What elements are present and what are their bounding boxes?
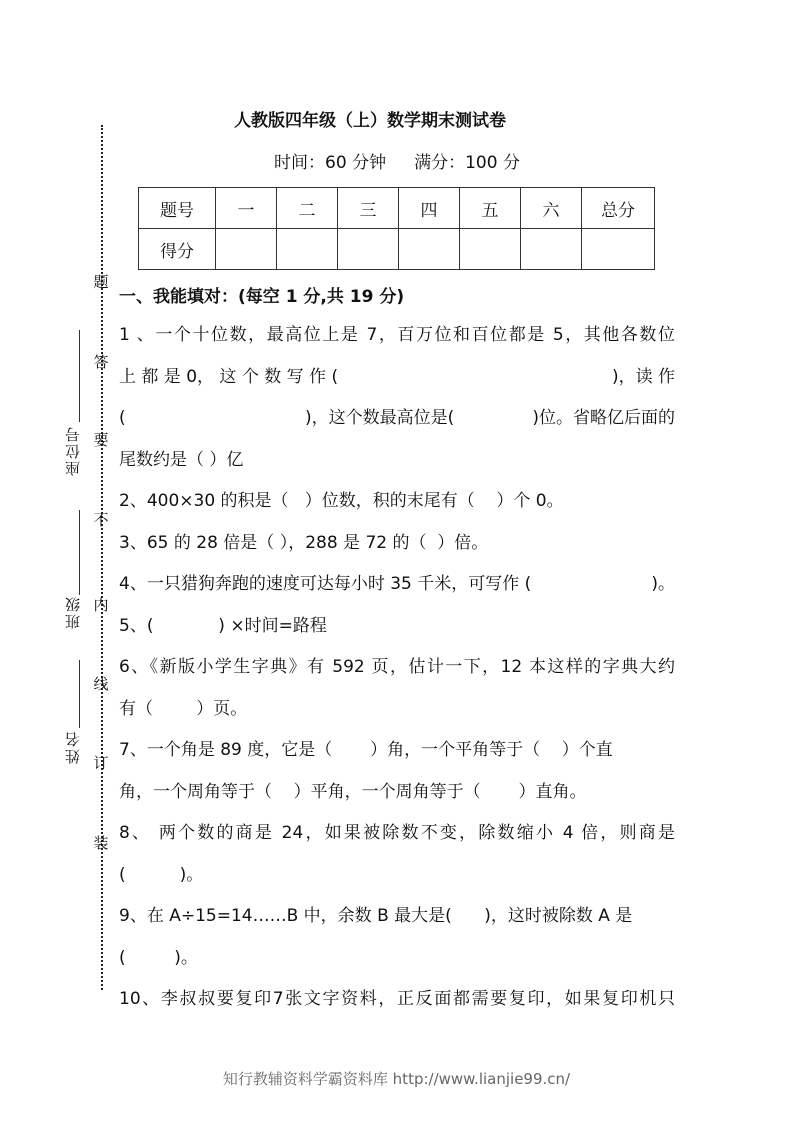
section-title: 一、我能填对：(每空 1 分,共 19 分) xyxy=(119,287,405,307)
binding-char: 题 xyxy=(93,273,109,291)
score-cell[interactable] xyxy=(399,229,460,270)
question-1-line-3 xyxy=(119,398,675,440)
full-score: 满分：100 分 xyxy=(414,153,520,173)
question-9-line-1: 9、在 A÷15=14……B 中，余数 B 最大是( )，这时被除数 A 是 xyxy=(119,906,633,926)
time-limit: 时间：60 分钟 xyxy=(274,153,387,173)
score-table-header-row xyxy=(139,188,655,229)
question-3: 3、65 的 28 倍是（ ），288 是 72 的（ ）倍。 xyxy=(119,533,489,553)
question-6-line-2: 有（ ）页。 xyxy=(119,699,248,719)
question-8-line-2: ( )。 xyxy=(119,865,204,885)
binding-char: 线 xyxy=(93,675,109,693)
exam-subtitle xyxy=(0,148,793,173)
question-1-line-4: 尾数约是（ ）亿 xyxy=(119,450,244,470)
binding-char: 装 xyxy=(93,834,109,852)
score-table-header: 四 xyxy=(399,188,460,229)
question-4 xyxy=(119,564,675,606)
question-1-line-1: 1 、一个十位数，最高位上是 7，百万位和百位都是 5，其他各数位 xyxy=(119,325,675,345)
binding-char: 答 xyxy=(93,353,109,371)
score-table-header: 题号 xyxy=(139,188,216,229)
score-cell[interactable] xyxy=(460,229,521,270)
question-7-line-1: 7、一个角是 89 度，它是（ ）角，一个平角等于（ ）个直 xyxy=(119,740,613,760)
binding-dotted-line xyxy=(101,125,103,990)
question-9-line-2: ( )。 xyxy=(119,948,198,968)
footer-source: 知行教辅资料学霸资料库 http://www.lianjie99.cn/ xyxy=(222,1070,571,1088)
score-table-header: 二 xyxy=(277,188,338,229)
seat-number-label: 座位号 xyxy=(64,425,82,476)
question-text: )，这个数最高位是( xyxy=(305,408,455,428)
score-table-score-row xyxy=(139,229,655,270)
score-cell[interactable] xyxy=(582,229,655,270)
score-cell[interactable] xyxy=(216,229,277,270)
binding-char: 订 xyxy=(93,754,109,772)
question-text: )，读 作 xyxy=(611,367,675,387)
name-line xyxy=(79,660,80,728)
score-table-header: 三 xyxy=(338,188,399,229)
binding-char: 不 xyxy=(93,511,109,529)
question-text: )位。省略亿后面的 xyxy=(532,408,675,428)
score-cell[interactable] xyxy=(277,229,338,270)
question-2: 2、400×30 的积是（ ）位数，积的末尾有（ ）个 0。 xyxy=(119,491,564,511)
seat-number-line xyxy=(79,330,80,422)
question-text: ( xyxy=(119,408,126,428)
binding-char: 要 xyxy=(93,431,109,449)
question-10-line-1: 10、李叔叔要复印7张文字资料，正反面都需要复印，如果复印机只 xyxy=(119,989,675,1009)
score-table-header: 六 xyxy=(521,188,582,229)
score-table-header: 一 xyxy=(216,188,277,229)
score-cell[interactable] xyxy=(521,229,582,270)
score-table xyxy=(138,187,655,270)
question-text: )。 xyxy=(651,574,675,594)
name-label: 姓名 xyxy=(64,730,82,764)
score-row-label: 得分 xyxy=(139,229,216,270)
question-text: 4、一只猎狗奔跑的速度可达每小时 35 千米，可写作 ( xyxy=(119,574,532,594)
question-8-line-1: 8、 两个数的商是 24，如果被除数不变，除数缩小 4 倍，则商是 xyxy=(119,823,675,843)
class-label: 班级 xyxy=(64,595,82,629)
exam-title: 人教版四年级（上）数学期末测试卷 xyxy=(234,111,506,131)
score-table-header: 总分 xyxy=(582,188,655,229)
question-7-line-2: 角，一个周角等于（ ）平角，一个周角等于（ ）直角。 xyxy=(119,782,587,802)
question-1-line-2 xyxy=(119,357,675,399)
question-6-line-1: 6、《新版小学生字典》有 592 页，估计一下，12 本这样的字典大约 xyxy=(119,657,675,677)
binding-char: 内 xyxy=(93,596,109,614)
class-line xyxy=(79,510,80,595)
score-table-header: 五 xyxy=(460,188,521,229)
score-cell[interactable] xyxy=(338,229,399,270)
question-5: 5、( ) ×时间=路程 xyxy=(119,616,327,636)
question-text: 上 都 是 0， 这 个 数 写 作 ( xyxy=(119,367,339,387)
